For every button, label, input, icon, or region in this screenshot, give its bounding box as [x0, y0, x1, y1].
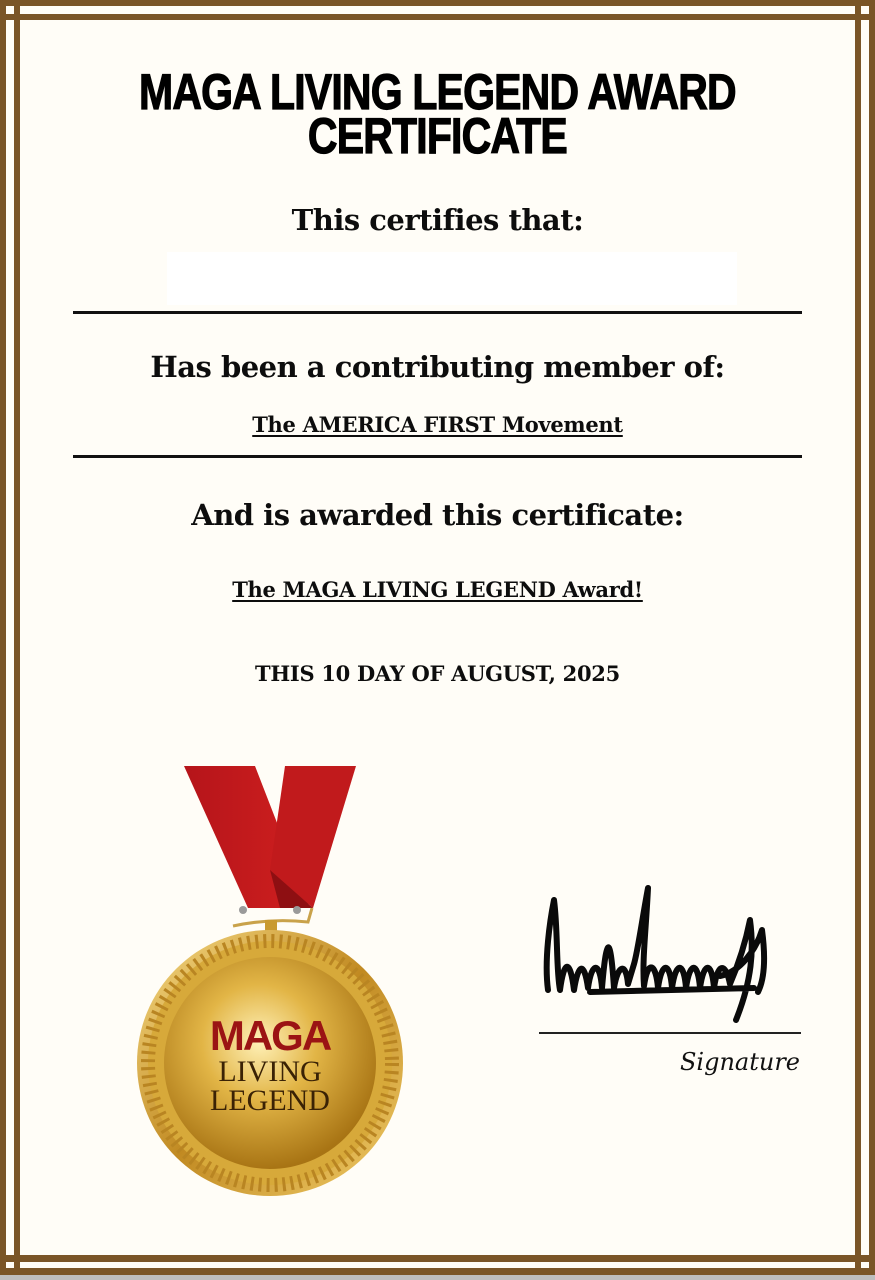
bottom-shadow-strip — [0, 1275, 875, 1280]
title-line-1: MAGA LIVING LEGEND AWARD — [138, 64, 736, 120]
award-name — [0, 577, 875, 602]
medal-text-maga: MAGA — [209, 1012, 331, 1059]
frame-outer-right — [869, 0, 875, 1275]
organization-text: The AMERICA FIRST Movement — [252, 412, 623, 437]
frame-inner-bottom — [0, 1255, 875, 1262]
awarded-label: And is awarded this certificate: — [191, 498, 684, 532]
frame-inner-left — [14, 0, 20, 1275]
frame-inner-top — [0, 14, 875, 20]
gold-medal-icon — [130, 760, 420, 1200]
handwritten-signature-icon — [530, 880, 810, 1025]
certificate-title — [79, 64, 797, 164]
certifies-label: This certifies that: — [291, 203, 584, 237]
title-line-2: CERTIFICATE — [307, 108, 567, 164]
frame-outer-left — [0, 0, 6, 1275]
frame-outer-bottom — [0, 1268, 875, 1275]
signature-label: Signature — [679, 1048, 800, 1076]
frame-outer-top — [0, 0, 875, 6]
recipient-rule — [73, 311, 802, 314]
date-line: THIS 10 DAY OF AUGUST, 2025 — [255, 661, 620, 686]
medal-text-legend: LEGEND — [210, 1084, 330, 1117]
award-name-text: The MAGA LIVING LEGEND Award! — [232, 577, 643, 602]
organization-name — [0, 412, 875, 437]
signature-line — [539, 1032, 801, 1034]
frame-inner-right — [855, 0, 861, 1275]
organization-rule — [73, 455, 802, 458]
member-label: Has been a contributing member of: — [150, 350, 725, 384]
recipient-name-field — [167, 252, 737, 305]
medal-text-living: LIVING — [218, 1055, 322, 1088]
